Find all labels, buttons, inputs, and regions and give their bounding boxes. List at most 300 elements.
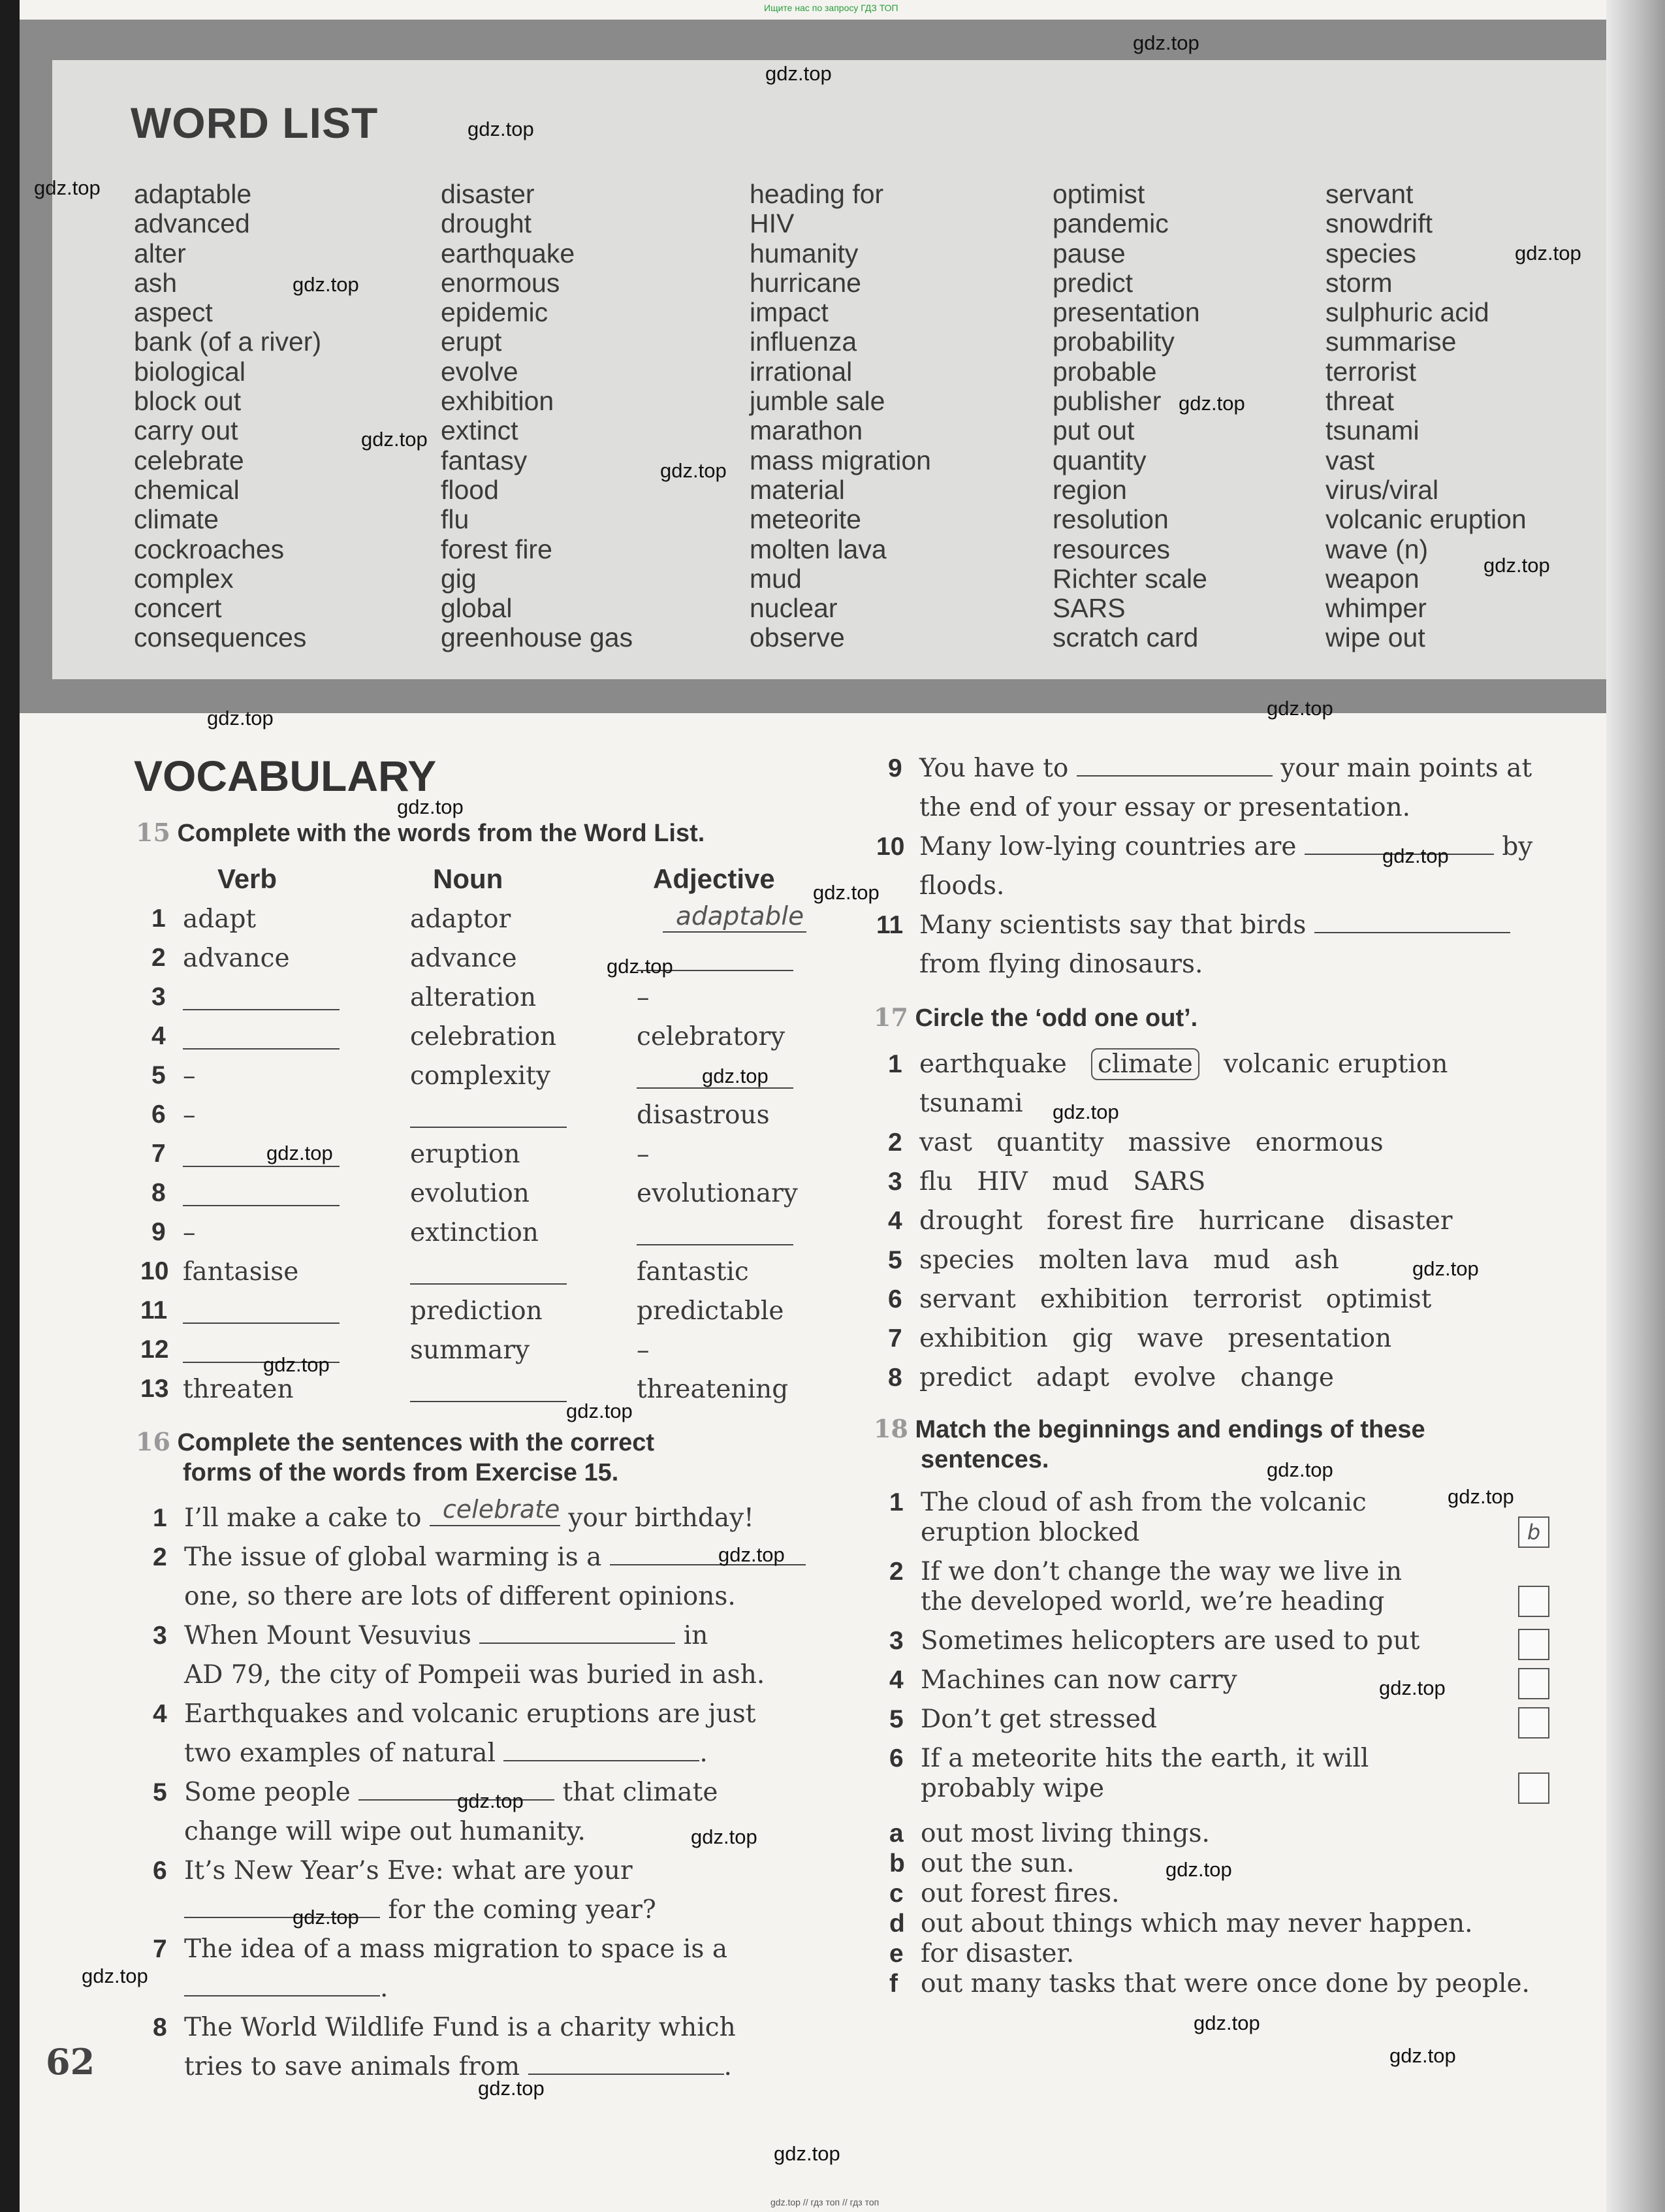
sentence-ending xyxy=(889,1849,1075,1879)
watermark-text: gdz.top xyxy=(397,795,464,818)
verb-cell-blank[interactable] xyxy=(183,1303,340,1324)
watermark-text: gdz.top xyxy=(1389,2044,1456,2067)
word-list-item: pandemic xyxy=(1053,208,1169,239)
item-number: 4 xyxy=(888,1207,902,1235)
row-number: 12 xyxy=(140,1336,169,1364)
text: If a meteorite hits the earth, it will xyxy=(921,1744,1369,1773)
word-option[interactable]: flu xyxy=(919,1167,953,1196)
exercise-number: 18 xyxy=(874,1414,908,1443)
ex16-sentence-3: 3 When Mount Vesuvius in AD 79, the city of Pompeii was buried in ash. xyxy=(153,1621,765,1690)
exercise-15-heading xyxy=(136,818,705,848)
adjective-cell-blank[interactable] xyxy=(637,1225,793,1245)
word-list-item: carry out xyxy=(134,415,238,446)
item-number: 5 xyxy=(889,1705,904,1733)
ex16-sentence-7: 7 The idea of a mass migration to space is a . xyxy=(153,1934,728,2003)
item-number: 4 xyxy=(889,1666,904,1694)
word-option[interactable]: presentation xyxy=(1228,1324,1392,1353)
word-option[interactable]: gig xyxy=(1072,1324,1113,1353)
word-list-item: storm xyxy=(1325,267,1393,298)
ex16-sentence-5: 5 Some people that climate change will wipe out humanity. xyxy=(153,1778,718,1846)
verb-cell-blank[interactable] xyxy=(183,1185,340,1206)
word-list-item: adaptable xyxy=(134,179,252,209)
verb-cell: fantasise xyxy=(183,1257,299,1287)
word-option[interactable]: optimist xyxy=(1325,1285,1432,1314)
word-list-item: cockroaches xyxy=(134,534,285,564)
exercise-number: 16 xyxy=(136,1427,170,1456)
watermark-text: gdz.top xyxy=(1194,2012,1260,2034)
sentence-ending xyxy=(889,1909,1473,1939)
exercise-18-heading xyxy=(874,1414,1425,1475)
verb-cell-blank[interactable] xyxy=(183,989,340,1010)
exercise-number: 15 xyxy=(136,818,170,847)
watermark-text: gdz.top xyxy=(468,118,534,140)
text: floods. xyxy=(919,871,1005,901)
word-list-column-4 xyxy=(1053,180,1207,653)
text: Many scientists say that birds xyxy=(919,910,1307,940)
watermark-text: gdz.top xyxy=(660,459,727,482)
ending-letter: c xyxy=(889,1880,904,1908)
text: eruption blocked xyxy=(921,1518,1140,1547)
text: for disaster. xyxy=(921,1939,1075,1968)
word-option[interactable]: earthquake xyxy=(919,1050,1067,1079)
column-header-noun: Noun xyxy=(433,863,503,894)
word-list-item: mud xyxy=(750,563,802,594)
sentence-beginning xyxy=(889,1557,1403,1617)
text: out about things which may never happen. xyxy=(921,1909,1473,1938)
answer-box[interactable] xyxy=(1518,1586,1549,1617)
answer-blank[interactable] xyxy=(479,1623,675,1644)
exercise-instruction: Complete the sentences with the correct xyxy=(177,1429,655,1456)
answer-blank[interactable] xyxy=(184,1976,380,1996)
exercise-17-heading xyxy=(874,1002,1197,1033)
watermark-text: gdz.top xyxy=(1379,1676,1446,1699)
word-list-item: influenza xyxy=(750,327,857,357)
word-list-item: advanced xyxy=(134,208,250,239)
adjective-cell: predictable xyxy=(637,1296,784,1326)
word-list-item: extinct xyxy=(441,415,518,446)
adjective-cell: evolutionary xyxy=(637,1179,798,1208)
word-option[interactable]: hurricane xyxy=(1198,1206,1325,1236)
column-header-adjective: Adjective xyxy=(653,863,775,894)
sentence-beginning xyxy=(889,1744,1369,1804)
word-list-title: WORD LIST xyxy=(131,99,379,147)
watermark-text: gdz.top xyxy=(702,1065,769,1087)
text: I’ll make a cake to xyxy=(184,1503,422,1533)
word-option[interactable]: HIV xyxy=(977,1167,1028,1196)
odd-one-out-item xyxy=(888,1162,1206,1202)
sentence-beginning xyxy=(889,1665,1237,1695)
handwritten-answer: adaptable xyxy=(663,902,806,933)
word-list-item: greenhouse gas xyxy=(441,622,633,653)
row-number: 1 xyxy=(151,905,166,933)
word-list-item: ash xyxy=(134,267,178,298)
word-list-item: irrational xyxy=(750,356,853,387)
exercise-instruction-cont: sentences. xyxy=(921,1446,1049,1473)
answer-blank[interactable] xyxy=(1077,756,1273,777)
row-number: 10 xyxy=(140,1257,169,1285)
verb-cell-blank[interactable] xyxy=(183,1029,340,1050)
word-list-item: region xyxy=(1053,474,1127,505)
answer-box[interactable] xyxy=(1518,1629,1549,1660)
word-list-item: resolution xyxy=(1053,504,1169,535)
text: . xyxy=(380,1974,388,2003)
watermark-text: gdz.top xyxy=(34,176,101,199)
answer-blank[interactable] xyxy=(430,1495,560,1526)
watermark-text: gdz.top xyxy=(478,2077,545,2100)
exercise-16-heading xyxy=(136,1427,654,1488)
text: The World Wildlife Fund is a charity which xyxy=(184,2013,736,2042)
word-list-item: consequences xyxy=(134,622,307,653)
word-list-item: material xyxy=(750,474,845,505)
watermark-text: gdz.top xyxy=(765,62,832,85)
word-option[interactable]: terrorist xyxy=(1193,1285,1302,1314)
word-option[interactable]: change xyxy=(1240,1363,1334,1392)
text: Earthquakes and volcanic eruptions are just xyxy=(184,1699,756,1729)
word-option[interactable]: mud xyxy=(1052,1167,1109,1196)
word-list-item: aspect xyxy=(134,297,213,328)
word-list-item: mass migration xyxy=(750,445,931,475)
text: out the sun. xyxy=(921,1849,1075,1878)
word-option[interactable]: exhibition xyxy=(1040,1285,1169,1314)
word-option[interactable]: quantity xyxy=(996,1128,1104,1157)
word-list-item: marathon xyxy=(750,415,863,446)
row-number: 2 xyxy=(151,944,166,972)
watermark-text: gdz.top xyxy=(457,1789,524,1812)
watermark-text: gdz.top xyxy=(1515,242,1581,264)
ex16-sentence-4: 4 Earthquakes and volcanic eruptions are just two examples of natural . xyxy=(153,1699,756,1768)
word-list-item: block out xyxy=(134,386,242,417)
item-number: 3 xyxy=(889,1627,904,1655)
text: your birthday! xyxy=(568,1503,754,1533)
word-option[interactable]: adapt xyxy=(1036,1363,1109,1392)
word-option[interactable]: molten lava xyxy=(1038,1245,1189,1275)
item-number: 1 xyxy=(888,1050,902,1078)
word-option[interactable]: wave xyxy=(1137,1324,1204,1353)
word-option[interactable]: evolve xyxy=(1134,1363,1216,1392)
text: Machines can now carry xyxy=(921,1665,1237,1695)
answer-blank[interactable] xyxy=(528,2054,724,2075)
noun-cell-blank[interactable] xyxy=(410,1381,567,1402)
row-number: 4 xyxy=(151,1022,166,1050)
word-option[interactable]: predict xyxy=(919,1363,1012,1392)
item-number: 2 xyxy=(889,1558,904,1586)
noun-cell: celebration xyxy=(410,1022,557,1051)
noun-cell: advance xyxy=(410,944,517,973)
row-number: 7 xyxy=(151,1140,166,1168)
watermark-text: gdz.top xyxy=(1412,1257,1479,1280)
answer-box[interactable]: b xyxy=(1518,1516,1549,1548)
word-list-item: presentation xyxy=(1053,297,1200,328)
watermark-text: gdz.top xyxy=(718,1543,785,1566)
word-list-item: humanity xyxy=(750,238,859,268)
ex16-sentence-1: 1 I’ll make a cake to celebrate your birthday! xyxy=(184,1499,754,1538)
adjective-cell: disastrous xyxy=(637,1100,770,1130)
word-option[interactable]: ash xyxy=(1294,1245,1339,1275)
sentence-beginning xyxy=(889,1626,1420,1656)
watermark-text: gdz.top xyxy=(1053,1100,1119,1123)
ending-letter: b xyxy=(889,1850,905,1878)
text: The issue of global warming is a xyxy=(184,1543,602,1572)
noun-cell: alteration xyxy=(410,983,537,1012)
row-number: 11 xyxy=(140,1296,168,1324)
word-list-item: summarise xyxy=(1325,327,1457,357)
answer-box[interactable] xyxy=(1518,1668,1549,1699)
watermark-text: gdz.top xyxy=(263,1353,330,1376)
word-option[interactable]: drought xyxy=(919,1206,1023,1236)
word-list-item: erupt xyxy=(441,327,502,357)
word-list-item: threat xyxy=(1325,386,1394,417)
watermark-text: gdz.top xyxy=(1179,392,1245,415)
word-option[interactable]: enormous xyxy=(1255,1128,1384,1157)
word-list-item: exhibition xyxy=(441,386,554,417)
verb-cell: adapt xyxy=(183,905,257,934)
text: out many tasks that were once done by people. xyxy=(921,1969,1530,1998)
word-list-item: drought xyxy=(441,208,532,239)
watermark-text: gdz.top xyxy=(82,1964,148,1987)
word-list-item: climate xyxy=(134,504,219,535)
word-list-item: wipe out xyxy=(1325,622,1425,653)
noun-cell: summary xyxy=(410,1336,530,1365)
word-list-item: observe xyxy=(750,622,845,653)
word-list-column-1 xyxy=(134,180,321,653)
word-list-item: species xyxy=(1325,238,1417,268)
answer-blank[interactable] xyxy=(1314,912,1510,933)
noun-cell: adaptor xyxy=(410,905,511,934)
scan-left-edge xyxy=(0,0,20,2212)
sentence-beginning xyxy=(889,1705,1157,1735)
item-number: 6 xyxy=(888,1285,902,1313)
word-list-item: flu xyxy=(441,504,469,535)
item-number: 2 xyxy=(888,1129,902,1157)
noun-cell: extinction xyxy=(410,1218,539,1247)
word-list-item: publisher xyxy=(1053,386,1162,417)
ending-letter: f xyxy=(889,1970,898,1998)
word-list-item: servant xyxy=(1325,179,1414,209)
word-list-item: heading for xyxy=(750,179,884,209)
word-list-item: snowdrift xyxy=(1325,208,1433,239)
text: Some people xyxy=(184,1778,351,1807)
item-number: 7 xyxy=(888,1324,902,1353)
verb-cell: advance xyxy=(183,944,290,973)
odd-one-out-item-cont[interactable]: tsunami xyxy=(919,1089,1023,1118)
word-list-item: biological xyxy=(134,356,246,387)
watermark-text: gdz.top xyxy=(361,428,428,451)
text: from flying dinosaurs. xyxy=(919,950,1203,979)
row-number: 5 xyxy=(151,1061,166,1089)
word-list-item: optimist xyxy=(1053,179,1145,209)
text: When Mount Vesuvius xyxy=(184,1621,471,1650)
word-list-item: disaster xyxy=(441,179,535,209)
word-list-item: scratch card xyxy=(1053,622,1199,653)
row-number: 8 xyxy=(151,1179,166,1207)
text: . xyxy=(699,1739,708,1768)
answer-blank[interactable] xyxy=(503,1740,699,1761)
watermark-text: gdz.top xyxy=(1267,1458,1333,1481)
word-list-item: put out xyxy=(1053,415,1135,446)
header-line: Ищите нас по запросу ГДЗ ТОП xyxy=(764,3,898,13)
word-option[interactable]: massive xyxy=(1128,1128,1231,1157)
text: It’s New Year’s Eve: what are your xyxy=(184,1856,633,1885)
top-band xyxy=(20,20,1606,60)
ending-letter: d xyxy=(889,1910,905,1938)
item-number: 6 xyxy=(889,1744,904,1772)
word-list-item: quantity xyxy=(1053,445,1147,475)
word-list-item: concert xyxy=(134,593,222,624)
text: The cloud of ash from the volcanic xyxy=(921,1488,1367,1517)
noun-cell-blank[interactable] xyxy=(410,1107,567,1128)
word-list-column-2 xyxy=(441,180,633,653)
exercise-instruction: Circle the ‘odd one out’. xyxy=(915,1004,1198,1032)
word-list-item: volcanic eruption xyxy=(1325,504,1527,535)
noun-cell: prediction xyxy=(410,1296,543,1326)
row-number: 6 xyxy=(151,1100,166,1129)
word-list-item: terrorist xyxy=(1325,356,1416,387)
text: . xyxy=(723,2052,732,2081)
text: out most living things. xyxy=(921,1819,1210,1848)
exercise-instruction: Match the beginnings and endings of these xyxy=(915,1416,1425,1443)
text: in xyxy=(683,1621,708,1650)
word-list-item: fantasy xyxy=(441,445,528,475)
circled-word[interactable]: climate xyxy=(1091,1048,1199,1080)
watermark-text: gdz.top xyxy=(1133,31,1199,54)
watermark-text: gdz.top xyxy=(774,2142,840,2165)
odd-one-out-item xyxy=(888,1123,1384,1162)
text: The idea of a mass migration to space is a xyxy=(184,1934,728,1964)
sentence-ending xyxy=(889,1819,1210,1849)
watermark-text: gdz.top xyxy=(566,1400,633,1422)
word-option[interactable]: servant xyxy=(919,1285,1016,1314)
ex16-sentence-6: 6 It’s New Year’s Eve: what are your for the coming year? xyxy=(153,1856,656,1925)
page-gutter-shadow xyxy=(1606,0,1665,2212)
text: your main points at xyxy=(1280,754,1532,783)
word-list-border xyxy=(20,60,52,679)
word-list-item: Richter scale xyxy=(1053,563,1207,594)
text: one, so there are lots of different opinions. xyxy=(184,1582,736,1611)
noun-cell: complexity xyxy=(410,1061,550,1091)
word-list-item: flood xyxy=(441,474,499,505)
verb-cell: – xyxy=(183,1100,196,1130)
word-list-item: complex xyxy=(134,563,234,594)
watermark-text: gdz.top xyxy=(207,707,274,729)
sentence-ending xyxy=(889,1939,1075,1969)
word-option[interactable]: exhibition xyxy=(919,1324,1048,1353)
word-list-item: predict xyxy=(1053,267,1134,298)
ex16-sentence-10: 10 Many low-lying countries are by floods. xyxy=(876,832,1533,901)
answer-box[interactable] xyxy=(1518,1707,1549,1739)
word-option[interactable]: mud xyxy=(1213,1245,1271,1275)
word-list-item: global xyxy=(441,593,513,624)
item-number: 3 xyxy=(888,1168,902,1196)
ending-letter: e xyxy=(889,1940,904,1968)
column-header-verb: Verb xyxy=(217,863,278,894)
footer-line: gdz.top // гдз топ // гдз топ xyxy=(770,2197,880,2207)
word-option[interactable]: species xyxy=(919,1245,1015,1275)
word-option[interactable]: volcanic eruption xyxy=(1224,1050,1448,1079)
text: If we don’t change the way we live in xyxy=(921,1557,1403,1586)
text: out forest fires. xyxy=(921,1879,1120,1908)
word-list-column-3 xyxy=(750,180,931,653)
noun-cell: evolution xyxy=(410,1179,530,1208)
word-list-column-5 xyxy=(1325,180,1527,653)
watermark-text: gdz.top xyxy=(607,955,673,978)
word-option[interactable]: vast xyxy=(919,1128,972,1157)
ending-letter: a xyxy=(889,1819,904,1848)
text: for the coming year? xyxy=(388,1895,656,1925)
row-number: 3 xyxy=(151,983,166,1011)
odd-one-out-item xyxy=(888,1319,1392,1358)
watermark-text: gdz.top xyxy=(1166,1858,1232,1881)
text: by xyxy=(1502,832,1533,861)
watermark-text: gdz.top xyxy=(1382,844,1449,867)
item-number: 5 xyxy=(888,1246,902,1274)
word-option[interactable]: forest fire xyxy=(1047,1206,1175,1236)
watermark-text: gdz.top xyxy=(266,1142,333,1164)
word-list-item: bank (of a river) xyxy=(134,327,322,357)
word-list-item: vast xyxy=(1325,445,1375,475)
item-number: 8 xyxy=(888,1364,902,1392)
word-list-item: chemical xyxy=(134,474,240,505)
text: tries to save animals from xyxy=(184,2052,520,2081)
odd-one-out-item xyxy=(888,1045,1448,1084)
verb-cell: – xyxy=(183,1061,196,1091)
word-option[interactable]: disaster xyxy=(1349,1206,1453,1236)
text: You have to xyxy=(919,754,1069,783)
word-list-item: enormous xyxy=(441,267,560,298)
exercise-instruction: Complete with the words from the Word List. xyxy=(177,820,705,847)
word-list-item: alter xyxy=(134,238,186,268)
word-list-item: tsunami xyxy=(1325,415,1419,446)
watermark-text: gdz.top xyxy=(1267,697,1333,720)
ex16-sentence-2: 2 The issue of global warming is a one, so there are lots of different opinions. xyxy=(184,1538,806,1616)
noun-cell-blank[interactable] xyxy=(410,1264,567,1285)
text: the developed world, we’re heading xyxy=(921,1587,1385,1616)
word-list-item: evolve xyxy=(441,356,518,387)
noun-cell: eruption xyxy=(410,1140,520,1169)
vocabulary-title: VOCABULARY xyxy=(134,752,437,800)
sentence-ending xyxy=(889,1969,1530,1999)
word-list-item: pause xyxy=(1053,238,1126,268)
text: probably wipe xyxy=(921,1774,1105,1803)
answer-box[interactable] xyxy=(1518,1772,1549,1804)
word-list-item: meteorite xyxy=(750,504,861,535)
word-list-item: weapon xyxy=(1325,563,1419,594)
watermark-text: gdz.top xyxy=(691,1825,757,1848)
word-list-item: wave (n) xyxy=(1325,534,1429,564)
ex16-sentence-9: 9 You have to your main points at the end of your essay or presentation. xyxy=(888,754,1532,822)
word-list-item: epidemic xyxy=(441,297,548,328)
word-list-item: earthquake xyxy=(441,238,575,268)
odd-one-out-item xyxy=(888,1241,1339,1280)
adjective-cell: celebratory xyxy=(637,1022,785,1051)
watermark-text: gdz.top xyxy=(1483,554,1550,577)
text: that climate xyxy=(562,1778,718,1807)
row-number: 9 xyxy=(151,1218,166,1246)
handwritten-answer: celebrate xyxy=(442,1495,560,1524)
word-option[interactable]: SARS xyxy=(1133,1167,1206,1196)
watermark-text: gdz.top xyxy=(293,273,359,296)
word-list-item: whimper xyxy=(1325,593,1427,624)
exercise-number: 17 xyxy=(874,1002,908,1032)
word-list-item: gig xyxy=(441,563,477,594)
odd-one-out-item xyxy=(888,1280,1432,1319)
word-list-item: SARS xyxy=(1053,593,1126,624)
row-number: 13 xyxy=(140,1375,169,1403)
adjective-cell: threatening xyxy=(637,1375,789,1404)
ex16-sentence-11: 11 Many scientists say that birds from flying dinosaurs. xyxy=(919,906,1510,984)
word-list-item: forest fire xyxy=(441,534,552,564)
word-list-item: HIV xyxy=(750,208,795,239)
text: the end of your essay or presentation. xyxy=(919,793,1411,822)
